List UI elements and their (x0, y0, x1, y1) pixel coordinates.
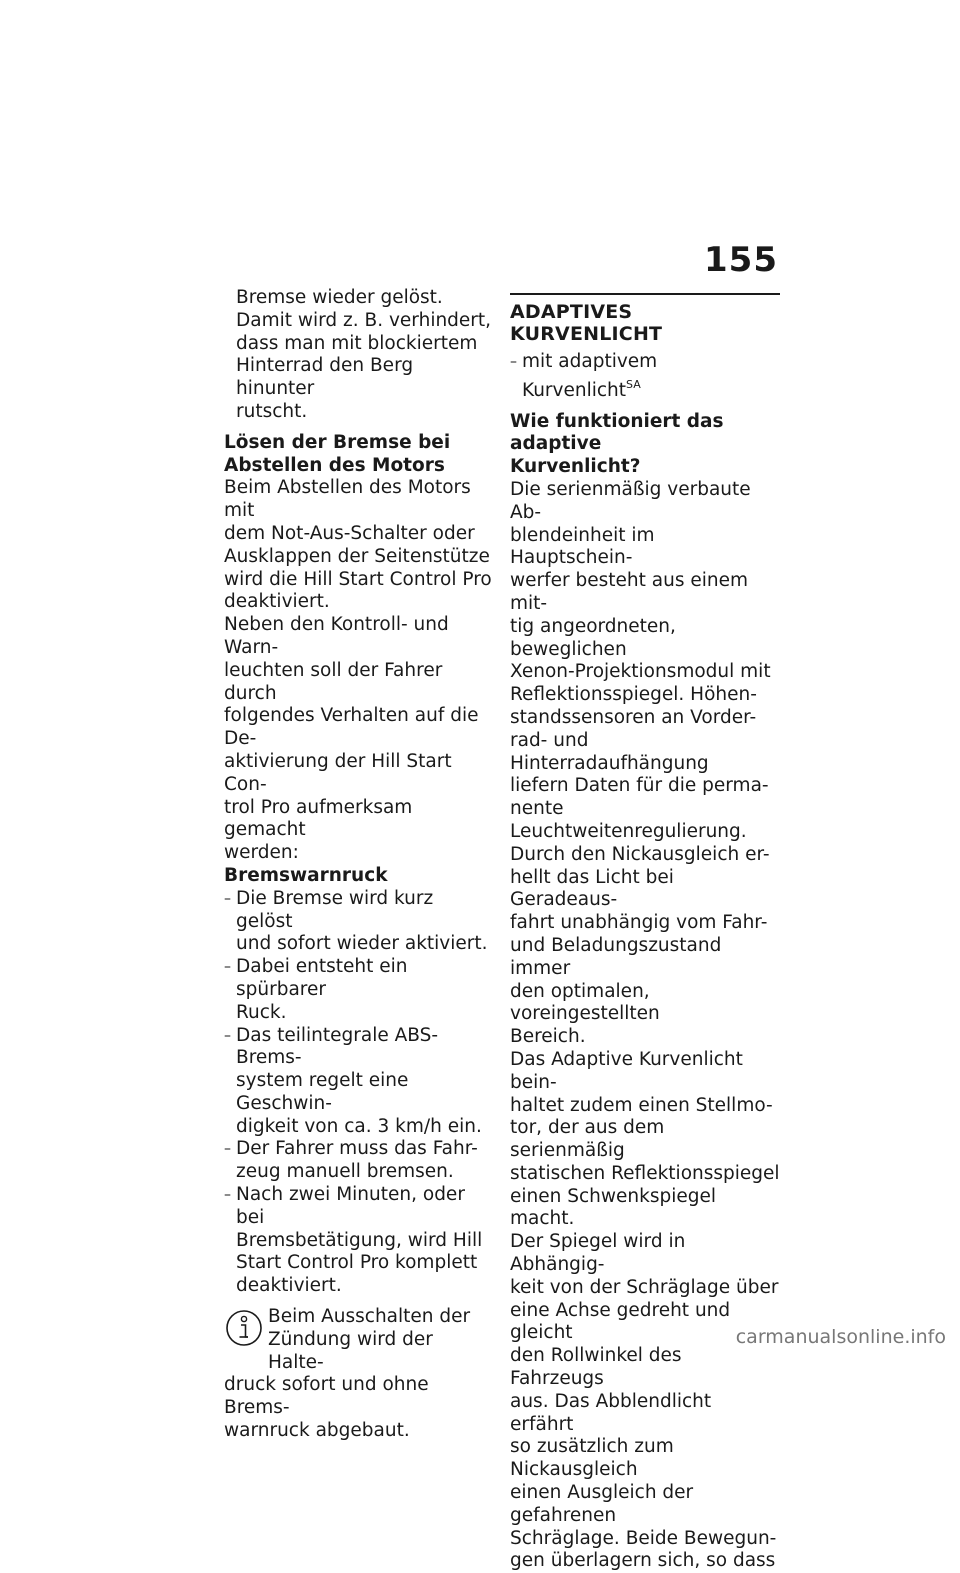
text-line: tor, der aus dem serienmäßig (510, 1117, 665, 1162)
text-line: Zündung wird der Halte- (268, 1328, 433, 1373)
text-line: system regelt eine Geschwin- (236, 1070, 409, 1114)
paragraph-warnleuchten (224, 614, 492, 865)
list-item (224, 1138, 492, 1184)
option-line (510, 351, 780, 403)
text-line: keit von der Schräglage über (510, 1276, 779, 1298)
list-item (224, 1184, 492, 1298)
paragraph-abstellen (224, 477, 492, 614)
text-line: deaktiviert. (224, 591, 330, 613)
dash-bullet: – (224, 890, 231, 907)
text-line: zeug manuell bremsen. (236, 1161, 454, 1183)
text-line: aus. Das Abblendlicht erfährt (510, 1390, 712, 1435)
text-line: Der Spiegel wird in Abhängig- (510, 1231, 686, 1276)
text-line: Start Control Pro komplett (236, 1252, 478, 1274)
list-item (224, 956, 492, 1024)
text-line: deaktiviert. (236, 1275, 342, 1297)
text-line: Bereich. (510, 1026, 586, 1048)
list-item (224, 888, 492, 956)
text-line: Die Bremse wird kurz gelöst (236, 887, 434, 932)
heading-line: Kurvenlicht? (510, 456, 641, 478)
text-line: Das Adaptive Kurvenlicht bein- (510, 1048, 743, 1093)
intro-paragraph (224, 287, 492, 424)
text-line: Der Fahrer muss das Fahr- (236, 1138, 478, 1160)
text-line: Damit wird z. B. verhindert, (236, 309, 492, 331)
text-line: Beim Ausschalten der (268, 1306, 471, 1328)
text-line: Ruck. (236, 1001, 287, 1023)
text-line: eine Achse gedreht und gleicht (510, 1299, 731, 1344)
heading-line: Wie funktioniert das adaptive (510, 410, 724, 455)
text-line: werden: (224, 842, 299, 864)
text-line: Beim Abstellen des Motors mit (224, 477, 471, 522)
right-column (510, 287, 780, 1573)
text-line: aktivierung der Hill Start Con- (224, 750, 452, 795)
text-line: Das teilintegrale ABS-Brems- (236, 1024, 439, 1069)
text-line: einen Ausgleich der gefahrenen (510, 1482, 694, 1526)
text-line: den Rollwinkel des Fahrzeugs (510, 1345, 682, 1390)
text-line: Durch den Nickausgleich er- (510, 843, 770, 865)
text-line: druck sofort und ohne Brems- (224, 1374, 429, 1419)
text-line: fahrt unabhängig vom Fahr- (510, 912, 768, 934)
text-line: einen Schwenkspiegel macht. (510, 1185, 716, 1230)
text-line: Neben den Kontroll- und Warn- (224, 614, 449, 658)
text-line: Reflektionsspiegel. Höhen- (510, 684, 757, 706)
info-icon (224, 1308, 264, 1348)
option-text: mit adaptivem Kurvenlicht (522, 351, 658, 401)
page-number: 155 (704, 240, 778, 280)
text-line: rad- und Hinterradaufhängung (510, 729, 709, 774)
info-note (224, 1306, 492, 1443)
text-line: Bremsbetätigung, wird Hill (236, 1229, 483, 1251)
paragraph-kurvenlicht (510, 1049, 780, 1573)
watermark: carmanualsonline.info (735, 1326, 946, 1348)
heading-bremswarnruck: Bremswarnruck (224, 864, 388, 886)
text-line: und sofort wieder aktiviert. (236, 933, 488, 955)
text-line: und Beladungszustand immer (510, 934, 722, 979)
text-line: haltet zudem einen Stellmo- (510, 1094, 773, 1116)
text-line: statischen Reflektionsspiegel (510, 1162, 780, 1184)
heading-line: Lösen der Bremse bei (224, 431, 451, 453)
text-line: Schräglage. Beide Bewegun- (510, 1527, 777, 1549)
text-line: dem Not-Aus-Schalter oder (224, 522, 475, 544)
text-line: folgendes Verhalten auf die De- (224, 705, 479, 750)
dash-bullet: – (224, 1027, 231, 1044)
text-line: Dabei entsteht ein spürbarer (236, 956, 408, 1000)
text-line: werfer besteht aus einem mit- (510, 570, 748, 614)
text-line: Xenon-Projektionsmodul mit (510, 661, 771, 683)
text-line: warnruck abgebaut. (224, 1420, 410, 1442)
text-line: trol Pro aufmerksam gemacht (224, 796, 413, 841)
bullet-list (224, 888, 492, 1298)
text-line: Hinterrad den Berg hinunter (236, 355, 414, 400)
text-line: digkeit von ca. 3 km/h ein. (236, 1115, 482, 1137)
text-line: liefern Daten für die perma- (510, 775, 769, 797)
text-line: rutscht. (236, 400, 308, 422)
text-line: hellt das Licht bei Geradeaus- (510, 866, 674, 911)
text-line: so zusätzlich zum Nickausgleich (510, 1436, 674, 1481)
text-line: gen überlagern sich, so dass (510, 1550, 776, 1572)
dash-bullet: – (510, 354, 517, 370)
text-line: blendeinheit im Hauptschein- (510, 524, 655, 569)
text-line: tig angeordneten, beweglichen (510, 615, 676, 660)
dash-bullet: – (224, 959, 231, 976)
text-line: nente Leuchtweitenregulierung. (510, 798, 747, 842)
paragraph-abblendeinheit (510, 479, 780, 1049)
list-item (224, 1025, 492, 1139)
text-line: wird die Hill Start Control Pro (224, 568, 492, 590)
text-line: Ausklappen der Seitenstütze (224, 545, 490, 567)
section-title: ADAPTIVES KURVENLICHT (510, 293, 780, 345)
dash-bullet: – (224, 1141, 231, 1158)
heading-loesen (224, 432, 492, 478)
text-line: leuchten soll der Fahrer durch (224, 659, 443, 704)
option-superscript: SA (626, 377, 641, 391)
text-line: standssensoren an Vorder- (510, 706, 757, 728)
text-line: dass man mit blockiertem (236, 332, 478, 354)
text-line: Die serienmäßig verbaute Ab- (510, 478, 751, 523)
text-line: Bremse wieder gelöst. (236, 287, 443, 308)
dash-bullet: – (224, 1187, 231, 1204)
heading-line: Abstellen des Motors (224, 454, 445, 476)
left-column (224, 287, 492, 1443)
text-line: Nach zwei Minuten, oder bei (236, 1184, 465, 1228)
text-line: den optimalen, voreingestellten (510, 980, 660, 1025)
subheading (510, 411, 780, 479)
